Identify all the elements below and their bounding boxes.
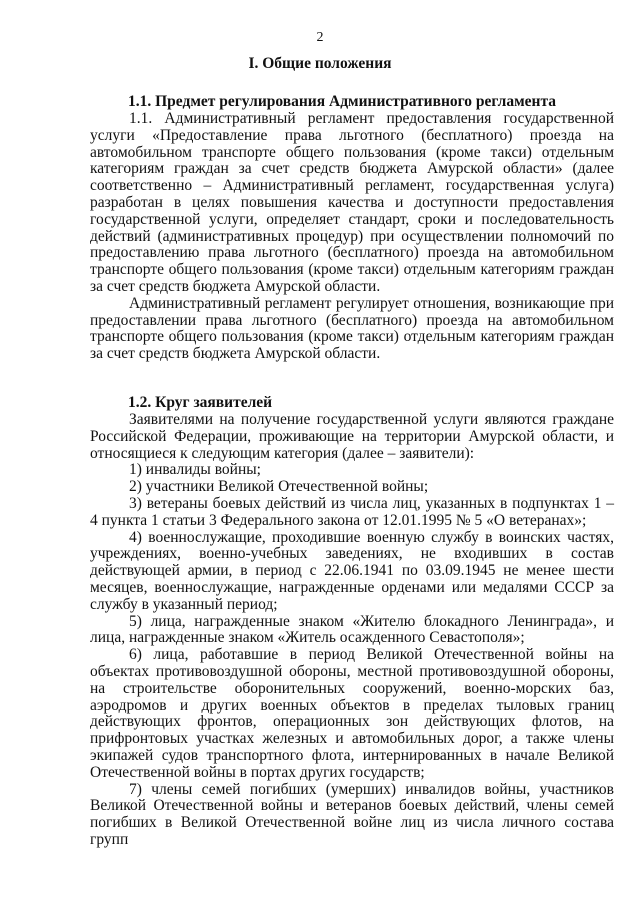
list-item: 3) ветераны боевых действий из числа лиц, указанных в подпунктах 1 – 4 пункта 1 статьи 3 Федерального закона от 12.01.1995 № 5 «О ветеранах»; bbox=[90, 494, 614, 529]
paragraph: 1.1. Административный регламент предоставления государственной услуги «Предоставление права льготного (бесплатного) проезда на автомобильном транспорте общего пользования (кроме такси) отдельным категориям граждан за счет средств бюджета Амурской области» (далее соответственно – Административный регламент, государственная услуга) разработан в целях повышения качества и доступности предоставления государственной услуги, определяет стандарт, сроки и последовательность действий (административных процедур) при осуществлении полномочий по предоставлению права льготного (бесплатного) проезда на автомобильном транспорте общего пользования (кроме такси) отдельным категориям граждан за счет средств бюджета Амурской области. bbox=[90, 110, 614, 295]
subsection-1-1-body bbox=[90, 111, 614, 363]
paragraph: Заявителями на получение государственной услуги являются граждане Российской Федерации, проживающие на территории Амурской области, и относящиеся к следующим категория (далее – заявители): bbox=[90, 411, 614, 462]
list-item: 6) лица, работавшие в период Великой Отечественной войны на объектах противовоздушной обороны, местной противовоздушной обороны, на строительстве оборонительных сооружений, военно-морских баз, аэродромов и других военных объектов в пределах тыловых границ действующих фронтов, операционных зон действующих флотов, на прифронтовых участках железных и автомобильных дорог, а также члены экипажей судов транспортного флота, интернированных в начале Великой Отечественной войны в портах других государств; bbox=[90, 646, 614, 781]
subsection-1-2-body bbox=[90, 412, 614, 849]
paragraph: Административный регламент регулирует отношения, возникающие при предоставлении права льготного (бесплатного) проезда на автомобильном транспорте общего пользования (кроме такси) отдельным категориям граждан за счет средств бюджета Амурской области. bbox=[90, 294, 614, 363]
subsection-heading-1-2: 1.2. Круг заявителей bbox=[128, 394, 273, 411]
section-title: I. Общие положения bbox=[248, 55, 392, 72]
list-item: 2) участники Великой Отечественной войны; bbox=[129, 478, 429, 496]
list-item: 5) лица, награжденные знаком «Жителю блокадного Ленинграда», и лица, награжденные знаком «Житель осажденного Севастополя»; bbox=[90, 612, 614, 647]
list-item: 7) члены семей погибших (умерших) инвалидов войны, участников Великой Отечественной войны и ветеранов боевых действий, члены семей погибших в Великой Отечественной войне лиц из числа личного состава групп bbox=[90, 780, 614, 848]
subsection-heading-1-1: 1.1. Предмет регулирования Административного регламента bbox=[128, 93, 557, 110]
list-item: 4) военнослужащие, проходившие военную службу в воинских частях, учреждениях, военно-учебных заведениях, не входивших в состав действующей армии, в период с 22.06.1941 по 03.09.1945 не менее шести месяцев, военнослужащие, награжденные орденами или медалями СССР за службу в указанный период; bbox=[90, 528, 614, 613]
list-item: 1) инвалиды войны; bbox=[129, 461, 261, 479]
page-number: 2 bbox=[316, 30, 324, 45]
